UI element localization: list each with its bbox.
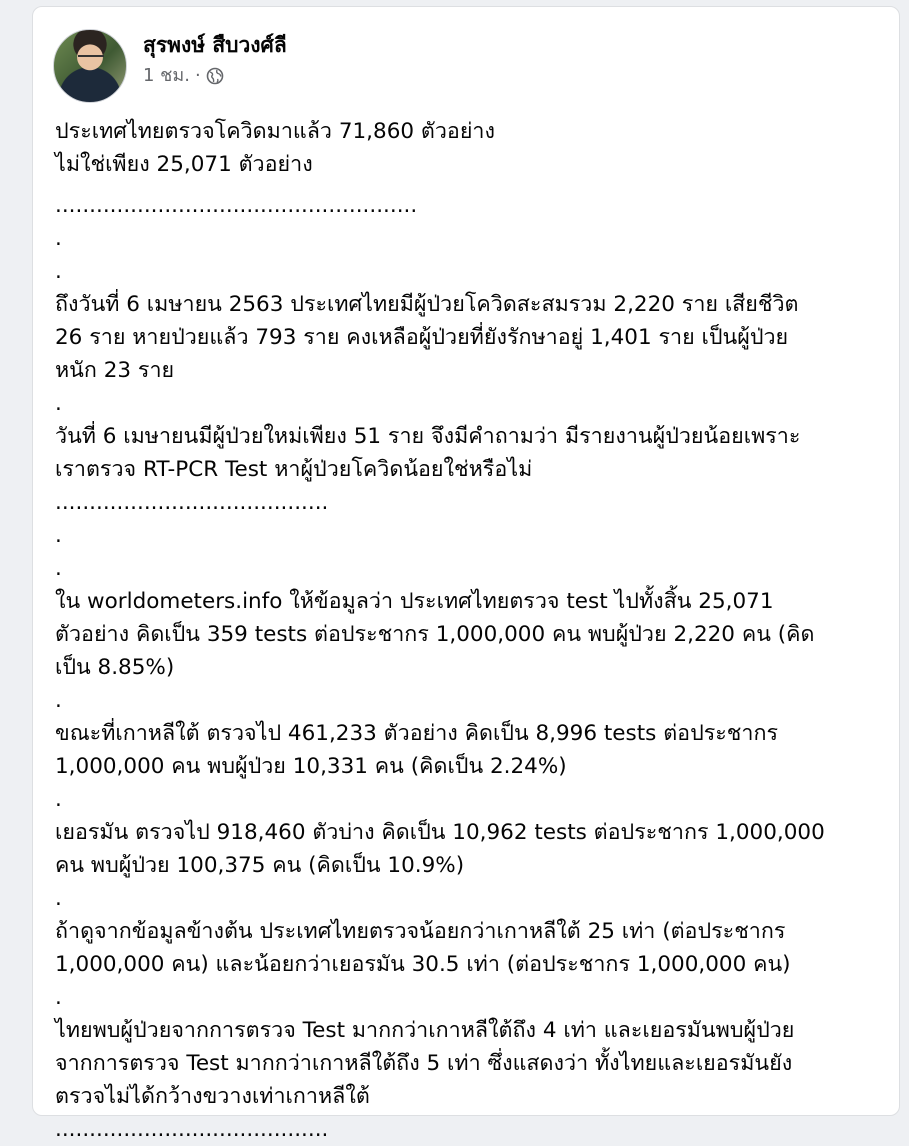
post-line: หนัก 23 ราย — [55, 358, 175, 383]
post-line: . — [55, 787, 62, 812]
post-paragraph — [55, 288, 885, 387]
post-paragraph — [55, 915, 885, 981]
post-line: ใน worldometers.info ให้ข้อมูลว่า ประเทศไทยตรวจ test ไปทั้งสิ้น 25,071 — [55, 589, 774, 614]
post-paragraph — [55, 115, 885, 181]
post-paragraph — [55, 519, 885, 552]
post-paragraph — [55, 882, 885, 915]
post-line: . — [55, 886, 62, 911]
post-line: . — [55, 985, 62, 1010]
post-paragraph — [55, 684, 885, 717]
post-paragraph — [55, 222, 885, 255]
post-paragraph — [55, 585, 885, 684]
post-line: ถ้าดูจากข้อมูลข้างต้น ประเทศไทยตรวจน้อยกว่าเกาหลีใต้ 25 เท่า (ต่อประชากร — [55, 919, 786, 944]
post-line: เยอรมัน ตรวจไป 918,460 ตัวบ่าง คิดเป็น 10,962 tests ต่อประชากร 1,000,000 — [55, 820, 825, 845]
post-line: ประเทศไทยตรวจโควิดมาแล้ว 71,860 ตัวอย่าง — [55, 119, 496, 144]
post-line: เราตรวจ RT-PCR Test หาผู้ป่วยโควิดน้อยใช่หรือไม่ — [55, 457, 533, 482]
post-paragraph — [55, 1014, 885, 1113]
post-text — [55, 115, 885, 1146]
post-line: เป็น 8.85%) — [55, 655, 175, 680]
post-line: 1,000,000 คน) และน้อยกว่าเยอรมัน 30.5 เท่า (ต่อประชากร 1,000,000 คน) — [55, 952, 791, 977]
avatar-glasses — [78, 55, 104, 63]
post-paragraph — [55, 981, 885, 1014]
post-line: . — [55, 688, 62, 713]
post-paragraph — [55, 783, 885, 816]
post-paragraph — [55, 816, 885, 882]
post-line: . — [55, 556, 62, 581]
separator-dot: · — [194, 65, 201, 86]
post-header — [53, 29, 287, 103]
post-line: 1,000,000 คน พบผู้ป่วย 10,331 คน (คิดเป็น 2.24%) — [55, 754, 567, 779]
post-line: ถึงวันที่ 6 เมษายน 2563 ประเทศไทยมีผู้ป่วยโควิดสะสมรวม 2,220 ราย เสียชีวิต — [55, 292, 799, 317]
post-line: ..................................................... — [55, 193, 418, 218]
post-line: คน พบผู้ป่วย 100,375 คน (คิดเป็น 10.9%) — [55, 853, 465, 878]
post-line: . — [55, 259, 62, 284]
post-line: 26 ราย หายป่วยแล้ว 793 ราย คงเหลือผู้ป่วยที่ยังรักษาอยู่ 1,401 ราย เป็นผู้ป่วย — [55, 325, 789, 350]
post-subline — [143, 65, 287, 87]
post-paragraph — [55, 387, 885, 420]
post-paragraph — [55, 1113, 885, 1146]
post-line: วันที่ 6 เมษายนมีผู้ป่วยใหม่เพียง 51 ราย จึงมีคำถามว่า มีรายงานผู้ป่วยน้อยเพราะ — [55, 424, 801, 449]
post-line: . — [55, 226, 62, 251]
post-line: . — [55, 391, 62, 416]
avatar[interactable] — [53, 29, 127, 103]
globe-icon[interactable] — [206, 67, 224, 85]
post-paragraph — [55, 189, 885, 222]
post-line: ตรวจไม่ได้กว้างขวางเท่าเกาหลีใต้ — [55, 1084, 370, 1109]
post-card — [32, 6, 900, 1142]
post-line: ตัวอย่าง คิดเป็น 359 tests ต่อประชากร 1,000,000 คน พบผู้ป่วย 2,220 คน (คิด — [55, 622, 815, 647]
post-line: ........................................ — [55, 490, 329, 515]
post-paragraph — [55, 255, 885, 288]
post-paragraph — [55, 486, 885, 519]
post-paragraph — [55, 717, 885, 783]
post-line: ........................................ — [55, 1117, 329, 1142]
post-line: ไทยพบผู้ป่วยจากการตรวจ Test มากกว่าเกาหลีใต้ถึง 4 เท่า และเยอรมันพบผู้ป่วย — [55, 1018, 795, 1043]
post-paragraph — [55, 420, 885, 486]
post-meta — [143, 31, 287, 87]
post-line: ไม่ใช่เพียง 25,071 ตัวอย่าง — [55, 152, 313, 177]
post-paragraph — [55, 552, 885, 585]
author-name[interactable]: สุรพงษ์ สืบวงศ์ลี — [143, 33, 287, 57]
post-timestamp[interactable]: 1 ชม. — [143, 65, 190, 86]
post-line: . — [55, 523, 62, 548]
post-line: จากการตรวจ Test มากกว่าเกาหลีใต้ถึง 5 เท่า ซึ่งแสดงว่า ทั้งไทยและเยอรมันยัง — [55, 1051, 793, 1076]
spacer — [55, 181, 885, 189]
post-line: ขณะที่เกาหลีใต้ ตรวจไป 461,233 ตัวอย่าง คิดเป็น 8,996 tests ต่อประชากร — [55, 721, 779, 746]
